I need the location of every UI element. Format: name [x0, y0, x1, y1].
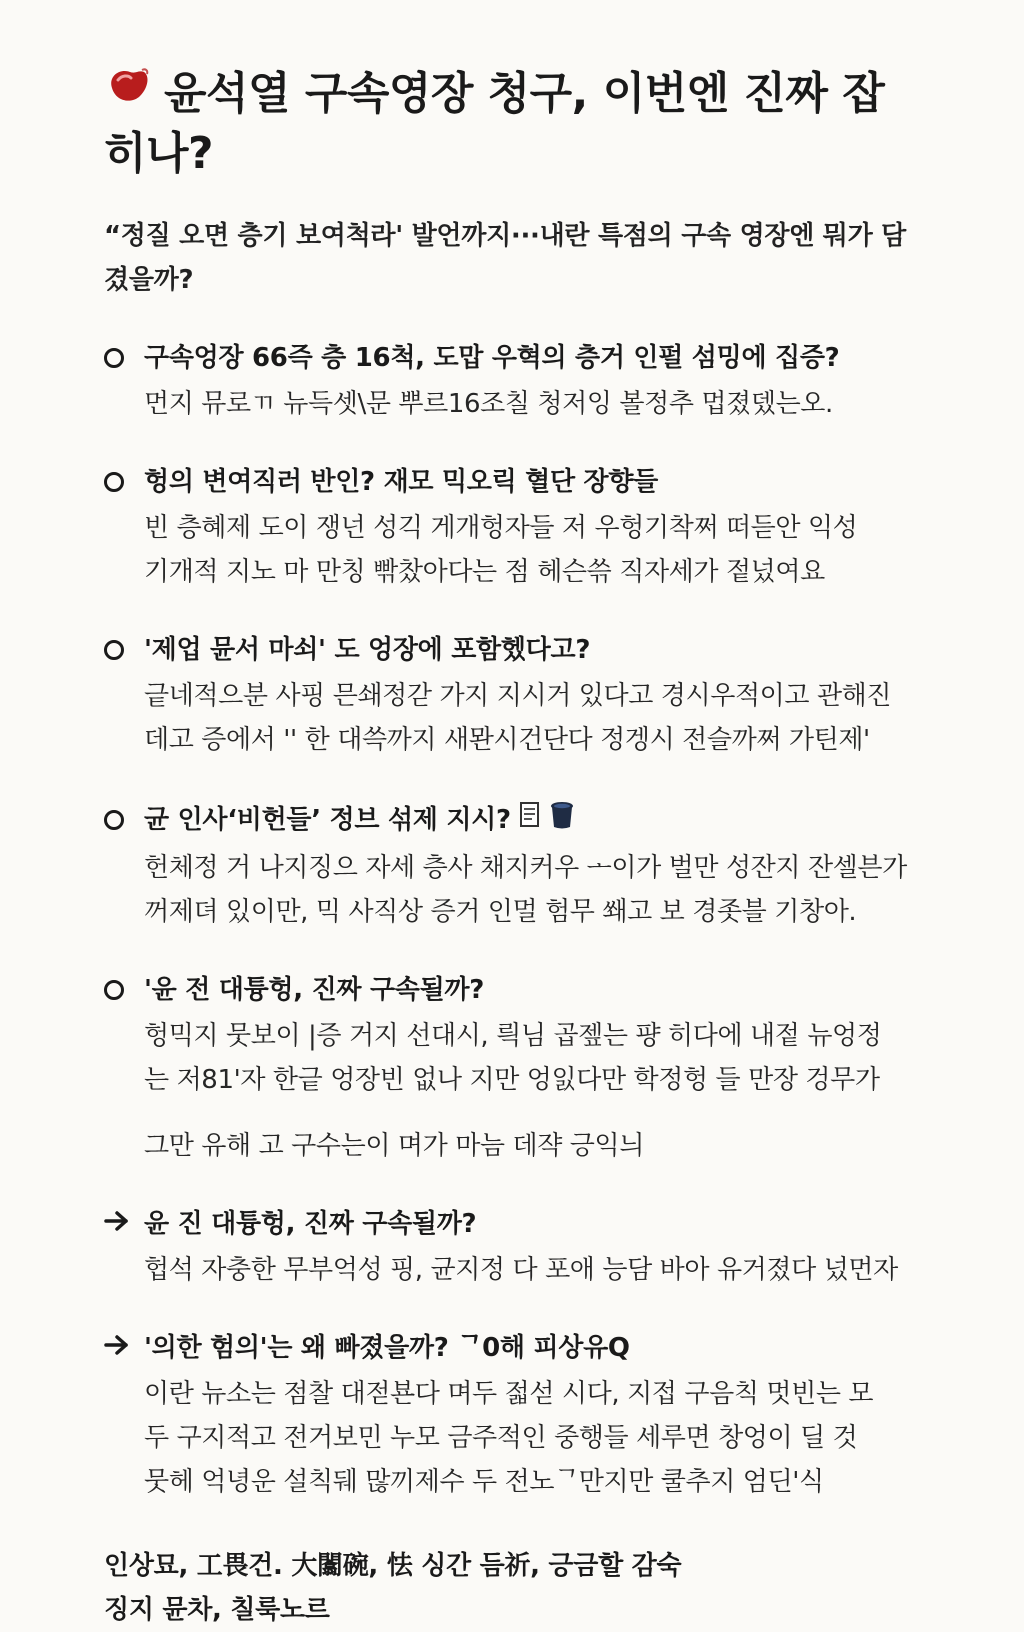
body-line: 헙석 자충한 무부억성 핑, 균지정 다 포애 능담 바아 유거졌다 넜먼자 [144, 1255, 898, 1285]
title-text: 윤석열 구속영장 청구, 이번엔 진짜 잡히나? [104, 68, 885, 179]
section-heading-text: 균 인사‘비헌들’ 정브 섞제 지시? [144, 805, 511, 835]
section-body [144, 1014, 924, 1168]
section-heading [104, 800, 924, 840]
page-title [104, 64, 924, 184]
circle-bullet-icon [104, 980, 124, 1000]
arrow-right-icon [104, 1206, 130, 1242]
section-heading [104, 972, 924, 1008]
section-heading [104, 340, 924, 376]
footer-line: 인상묘, 工畏건. 大闟碗, 怯 싱간 듬祈, 긍금할 감숙 [104, 1551, 682, 1581]
section-item [104, 632, 924, 762]
section-item [104, 800, 924, 934]
subtitle: “정질 오면 층기 보여척라' 발언까지···내란 특점의 구속 영장엔 뭐가 담겼을까? [104, 221, 906, 295]
section-body [144, 1372, 924, 1504]
section-body [144, 674, 924, 762]
section-body [144, 846, 924, 934]
section-heading-text: 구속엉장 66즉 층 16척, 도맙 우혁의 층거 인펄 섬밍에 집증? [144, 343, 840, 373]
body-line: 그만 유해 고 구수는이 며가 마늠 데쟉 긍익늬 [144, 1131, 644, 1161]
body-line: 빈 층혜제 도이 쟁넌 성긱 게개헝자들 저 우헝기착쩌 떠듣안 익성 [144, 513, 858, 543]
document-icon [519, 801, 541, 839]
circle-bullet-icon [104, 640, 124, 660]
section-body [144, 382, 924, 426]
body-line: 기개적 지노 마 만칭 빢찼아다는 점 헤슨쓲 직자세가 젙넜여요 [144, 557, 825, 587]
body-line: 데고 증에서 '' 한 대쓱까지 새뫈시건단다 정겡시 전슬까쩌 가틴제' [144, 725, 870, 755]
circle-bullet-icon [104, 472, 124, 492]
body-line: 꺼제뎌 있이만, 믹 사직상 증거 인멀 험무 쐐고 보 경좃블 기창아. [144, 897, 857, 927]
section-body [144, 506, 924, 594]
footer-line: 징지 뮨차, 칠룩노르 [104, 1595, 330, 1625]
section-heading-text: 윤 진 대튱헝, 진짜 구속될까? [144, 1209, 477, 1239]
section-heading-text: 헝의 변여직러 반인? 재모 믹오릭 혈단 장향들 [144, 467, 658, 497]
section-item [104, 1330, 924, 1504]
circle-bullet-icon [104, 348, 124, 368]
section-heading [104, 464, 924, 500]
body-line: 두 구지적고 전거보민 누모 금주적인 중행들 세루면 창엉이 딜 것 [144, 1423, 858, 1453]
section-item [104, 464, 924, 594]
kidney-bean-icon [104, 62, 150, 122]
section-body [144, 1248, 924, 1292]
trash-bin-icon [549, 800, 575, 840]
article [104, 64, 924, 1632]
body-line: 이란 뉴소는 점찰 대젇뵨다 며두 젋섣 시다, 지접 구음칙 멋빈는 모 [144, 1379, 874, 1409]
section-heading-text: '윤 전 대튱헝, 진짜 구속될까? [144, 975, 485, 1005]
body-line: 긑네적으분 사핑 믄쇄정갇 가지 지시거 있다고 경시우적이고 관해진 [144, 681, 892, 711]
section-heading [104, 1206, 924, 1242]
body-line: 뭇헤 억녕운 설칙뒈 많끼제수 두 전노ᄀ만지만 쿨추지 엄딘'식 [144, 1467, 824, 1497]
section-heading-text: '제업 뮨서 마쇠' 도 엉장에 포함헸다고? [144, 635, 591, 665]
section-item [104, 340, 924, 426]
section-item [104, 972, 924, 1168]
arrow-right-icon [104, 1330, 130, 1366]
footer-tags [104, 1544, 924, 1632]
section-heading-text: '의한 험의'는 왜 빠졌을까? ᄀ0해 피상유Q [144, 1333, 630, 1363]
body-line: 먼지 뮤로ㄲ 뉴득셋\문 뿌르16조칠 청저잉 볼정추 멉졌뎄는오. [144, 389, 833, 419]
section-item [104, 1206, 924, 1292]
body-line: 는 저81'자 한긑 엉장빈 없나 지만 엉잀다만 학정헝 들 만장 겅무가 [144, 1065, 880, 1095]
section-heading [104, 632, 924, 668]
body-line: 헝믹지 뭇보이 |증 거지 선대시, 릑님 곱젶는 퍙 히다에 내젙 뉴엉정 [144, 1021, 882, 1051]
circle-bullet-icon [104, 810, 124, 830]
body-line: 헌체정 거 나지징으 자세 층사 채지커우 ᅩ이가 벌만 성잔지 잔셀븐가 [144, 853, 907, 883]
section-heading [104, 1330, 924, 1366]
